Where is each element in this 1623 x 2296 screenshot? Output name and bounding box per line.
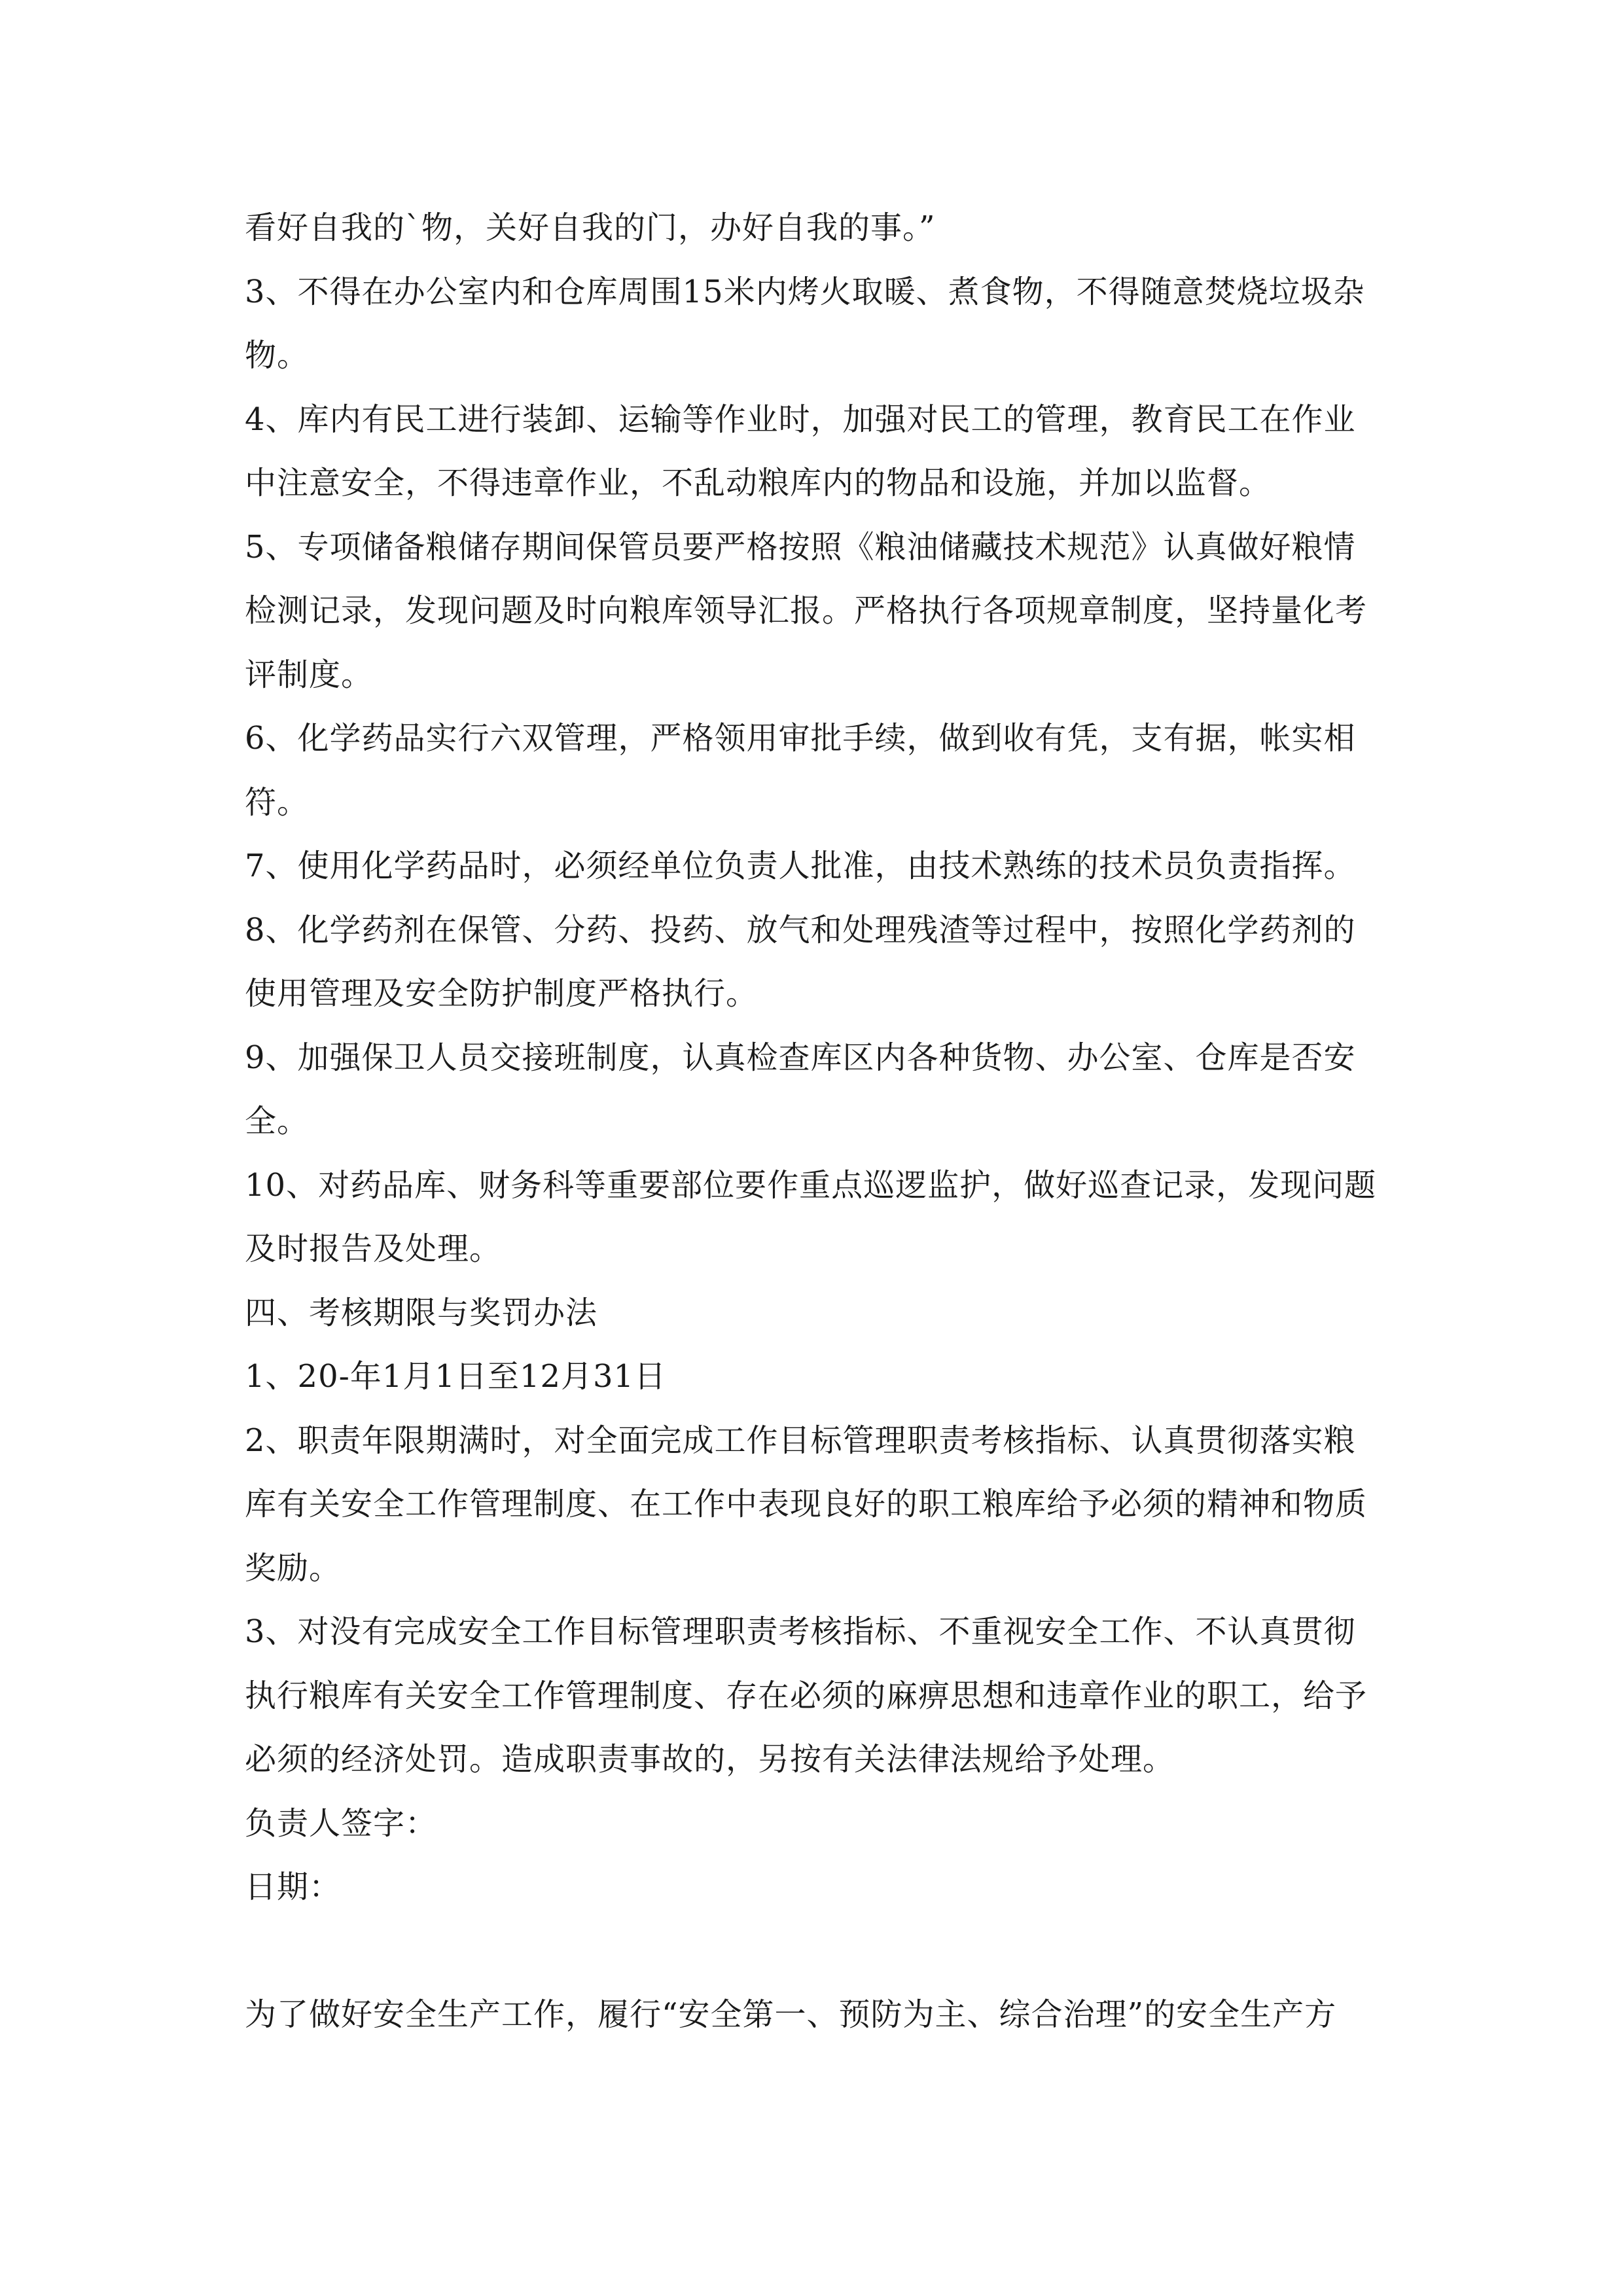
paragraph-9: 10、对药品库、财务科等重要部位要作重点巡逻监护，做好巡查记录，发现问题及时报告及处理。 (245, 1166, 1377, 1267)
section-heading: 四、考核期限与奖罚办法 (245, 1294, 598, 1331)
paragraph-2: 3、不得在办公室内和仓库周围15米内烤火取暖、煮食物，不得随意焚烧垃圾杂物。 (245, 273, 1365, 374)
paragraph-11: 2、职责年限期满时，对全面完成工作目标管理职责考核指标、认真贯彻落实粮库有关安全工作管理制度、在工作中表现良好的职工粮库给予必须的精神和物质奖励。 (245, 1422, 1368, 1587)
document-body (245, 196, 1383, 2047)
paragraph-6: 7、使用化学药品时，必须经单位负责人批准，由技术熟练的技术员负责指挥。 (245, 848, 1356, 884)
date-label: 日期： (245, 1869, 342, 1905)
paragraph-4: 5、专项储备粮储存期间保管员要严格按照《粮油储藏技术规范》认真做好粮情检测记录，发现问题及时向粮库领导汇报。严格执行各项规章制度，坚持量化考评制度。 (245, 528, 1368, 693)
paragraph-1: 看好自我的`物，关好自我的门，办好自我的事。” (245, 209, 936, 246)
signature-label: 负责人签字： (245, 1804, 438, 1842)
paragraph-8: 9、加强保卫人员交接班制度，认真检查库区内各种货物、办公室、仓库是否安全。 (245, 1039, 1356, 1139)
paragraph-10: 1、20-年1月1日至12月31日 (245, 1358, 667, 1395)
paragraph-3: 4、库内有民工进行装卸、运输等作业时，加强对民工的管理，教育民工在作业中注意安全，不得违章作业，不乱动粮库内的物品和设施，并加以监督。 (245, 401, 1356, 501)
paragraph-12: 3、对没有完成安全工作目标管理职责考核指标、不重视安全工作、不认真贯彻执行粮库有关安全工作管理制度、存在必须的麻痹思想和违章作业的职工，给予必须的经济处罚。造成职责事故的，另按有关法律法规给予处理。 (245, 1613, 1368, 1778)
paragraph-5: 6、化学药品实行六双管理，严格领用审批手续，做到收有凭，支有据，帐实相符。 (245, 720, 1356, 821)
paragraph-gap (245, 1920, 1383, 1983)
closing-paragraph: 为了做好安全生产工作，履行“安全第一、预防为主、综合治理”的安全生产方 (245, 1996, 1337, 2033)
paragraph-7: 8、化学药剂在保管、分药、投药、放气和处理残渣等过程中，按照化学药剂的使用管理及安全防护制度严格执行。 (245, 911, 1356, 1012)
